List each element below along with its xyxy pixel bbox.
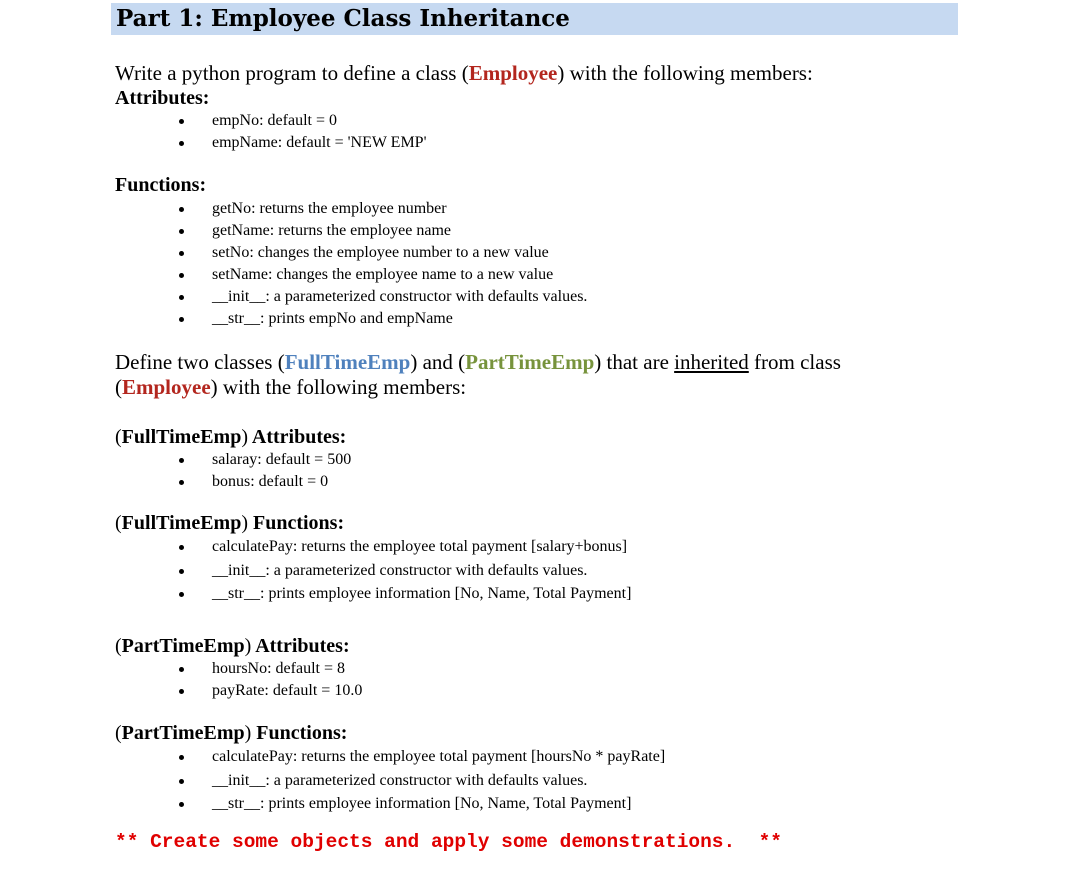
intro-paragraph	[115, 61, 813, 85]
list-item: getNo: returns the employee number	[0, 198, 587, 220]
fulltime-functions-list	[0, 535, 631, 606]
employee-functions-list	[0, 198, 587, 330]
fulltime-attributes-title: (FullTimeEmp) Attributes:	[115, 426, 347, 448]
footer-instruction: ** Create some objects and apply some demonstrations. **	[115, 831, 783, 853]
list-item: __str__: prints employee information [No, Name, Total Payment]	[0, 792, 665, 816]
list-item: payRate: default = 10.0	[0, 680, 362, 702]
list-item: __str__: prints empNo and empName	[0, 308, 587, 330]
inheritance-paragraph-line-2	[115, 375, 466, 399]
page-title: Part 1: Employee Class Inheritance	[116, 5, 570, 32]
list-item: bonus: default = 0	[0, 471, 351, 493]
inherit-text-2: ) and (	[410, 350, 466, 374]
inherited-underlined: inherited	[674, 350, 749, 374]
parttime-functions-list	[0, 745, 665, 816]
list-item: __str__: prints employee information [No, Name, Total Payment]	[0, 582, 631, 606]
list-item: __init__: a parameterized constructor with defaults values.	[0, 559, 631, 583]
functions-title: Functions:	[115, 174, 207, 196]
list-item: getName: returns the employee name	[0, 220, 587, 242]
list-item: empName: default = 'NEW EMP'	[0, 132, 426, 154]
list-item: salaray: default = 500	[0, 449, 351, 471]
parttime-attributes-title: (PartTimeEmp) Attributes:	[115, 635, 350, 657]
fulltime-attributes-list	[0, 449, 351, 493]
list-item: hoursNo: default = 8	[0, 658, 362, 680]
parttime-attributes-list	[0, 658, 362, 702]
inherit-text-3: ) that are	[594, 350, 675, 374]
intro-text-2: ) with the following members:	[557, 61, 813, 85]
parttime-functions-title: (PartTimeEmp) Functions:	[115, 722, 348, 744]
intro-text-1: Write a python program to define a class (	[115, 61, 469, 85]
employee-class-name: Employee	[468, 61, 558, 85]
inheritance-paragraph-line-1	[115, 350, 841, 374]
list-item: setName: changes the employee name to a new value	[0, 264, 587, 286]
parttime-class-name: PartTimeEmp	[465, 350, 595, 374]
list-item: calculatePay: returns the employee total payment [hoursNo * payRate]	[0, 745, 665, 769]
inherit-text-6: ) with the following members:	[210, 375, 467, 399]
list-item: setNo: changes the employee number to a new value	[0, 242, 587, 264]
inherit-text-5: (	[115, 375, 122, 399]
inherit-text-1: Define two classes (	[115, 350, 285, 374]
employee-attributes-list	[0, 110, 426, 154]
attributes-title: Attributes:	[115, 87, 210, 109]
employee-class-name: Employee	[122, 375, 211, 399]
fulltime-functions-title: (FullTimeEmp) Functions:	[115, 512, 345, 534]
list-item: __init__: a parameterized constructor with defaults values.	[0, 769, 665, 793]
list-item: calculatePay: returns the employee total payment [salary+bonus]	[0, 535, 631, 559]
list-item: empNo: default = 0	[0, 110, 426, 132]
inherit-text-4: from class	[748, 350, 841, 374]
fulltime-class-name: FullTimeEmp	[284, 350, 411, 374]
list-item: __init__: a parameterized constructor with defaults values.	[0, 286, 587, 308]
